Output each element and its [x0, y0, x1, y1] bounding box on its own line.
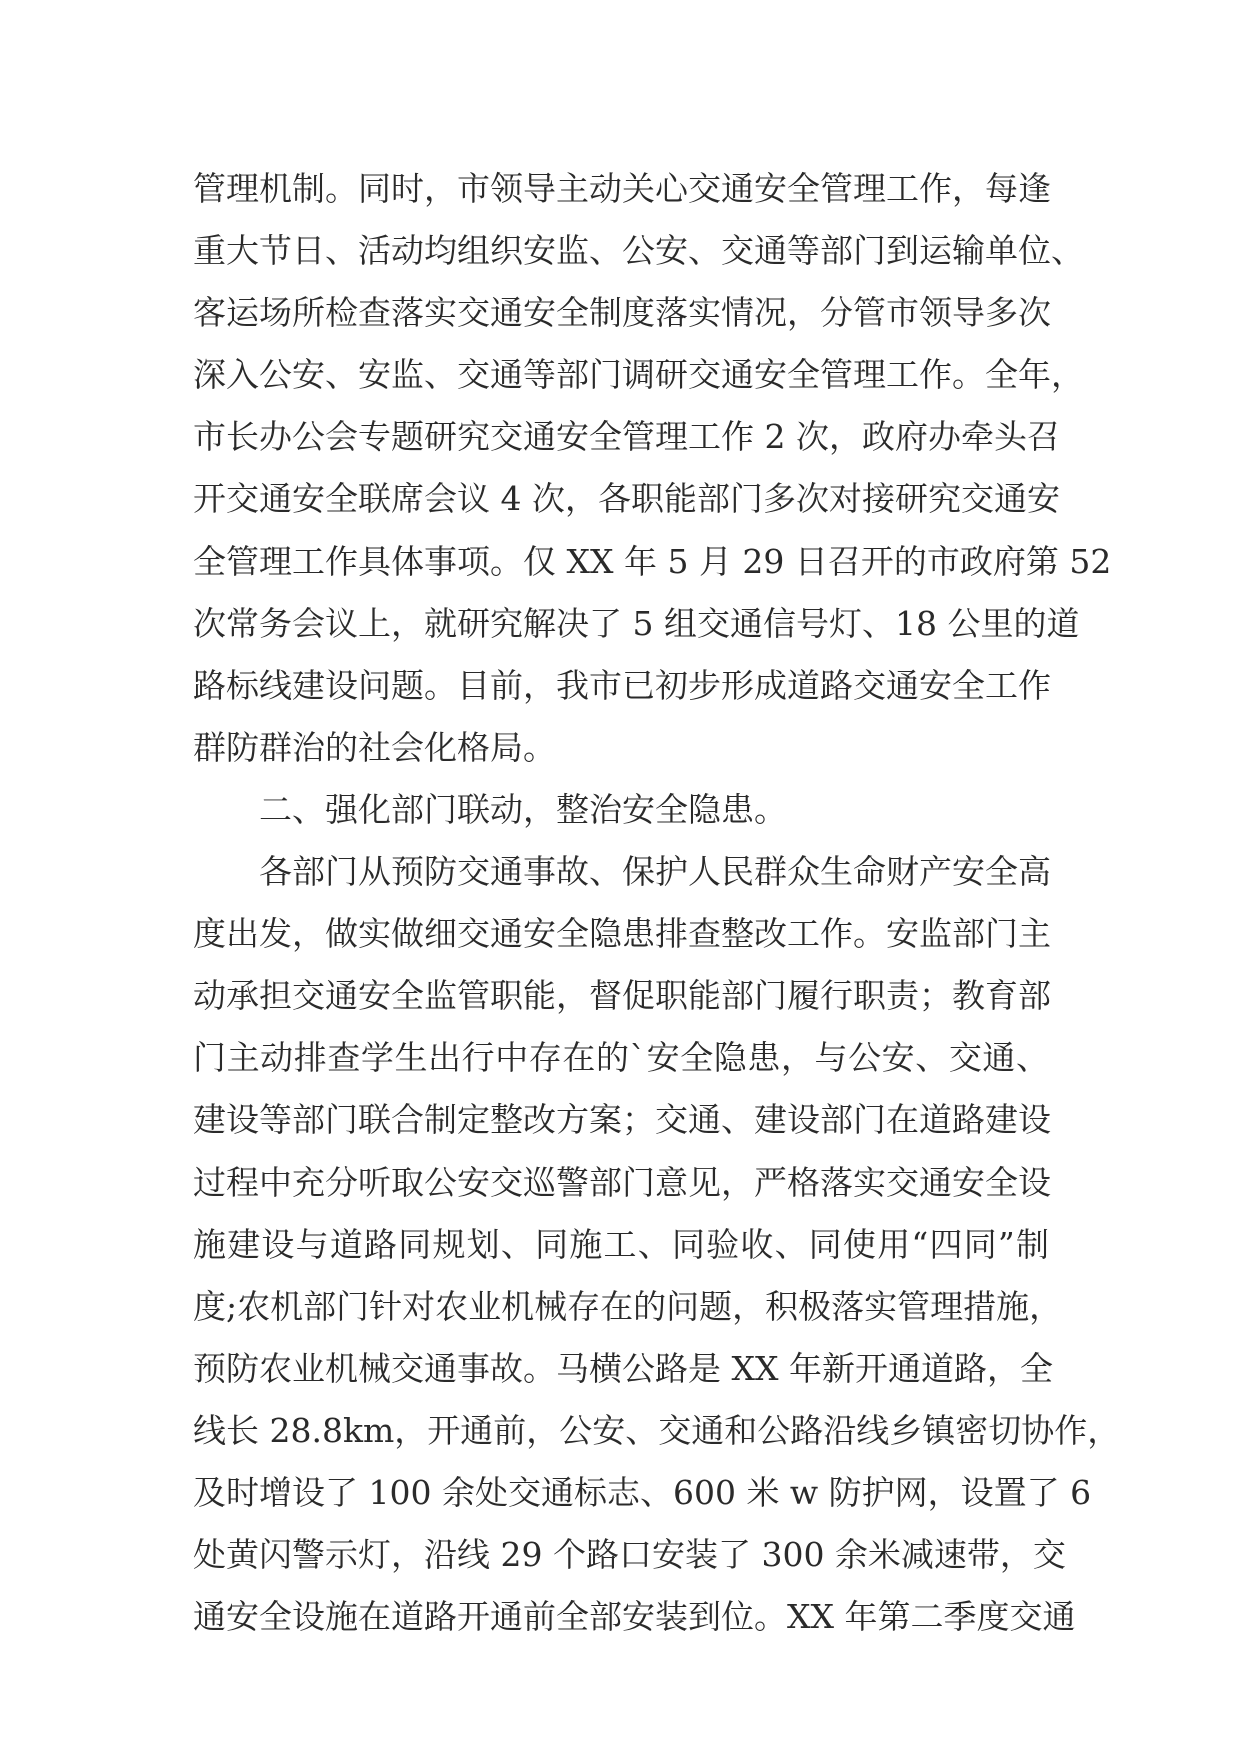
- text-line: 度;农机部门针对农业机械存在的问题，积极落实管理措施，: [193, 1286, 1063, 1326]
- text-line: 深入公安、安监、交通等部门调研交通安全管理工作。全年，: [193, 355, 1084, 395]
- text-line: 路标线建设问题。目前，我市已初步形成道路交通安全工作: [193, 665, 1051, 705]
- text-line: 开交通安全联席会议 4 次，各职能部门多次对接研究交通安: [193, 479, 1060, 519]
- body-text: [193, 158, 1121, 1648]
- text-line: 群防群治的社会化格局。: [193, 727, 556, 767]
- text-line: 各部门从预防交通事故、保护人民群众生命财产安全高: [259, 852, 1051, 892]
- text-line: 及时增设了 100 余处交通标志、600 米 w 防护网，设置了 6: [193, 1472, 1092, 1512]
- text-line: 全管理工作具体事项。仅 XX 年 5 月 29 日召开的市政府第 52: [193, 541, 1112, 581]
- text-line: 二、强化部门联动，整治安全隐患。: [259, 789, 787, 829]
- text-line: 动承担交通安全监管职能，督促职能部门履行职责；教育部: [193, 976, 1051, 1016]
- text-line: 处黄闪警示灯，沿线 29 个路口安装了 300 余米减速带，交: [193, 1535, 1066, 1575]
- text-line: 线长 28.8km，开通前，公安、交通和公路沿线乡镇密切协作，: [193, 1410, 1121, 1450]
- text-line: 建设等部门联合制定整改方案；交通、建设部门在道路建设: [193, 1100, 1051, 1140]
- text-line: 市长办公会专题研究交通安全管理工作 2 次，政府办牵头召: [193, 417, 1060, 457]
- text-line: 次常务会议上，就研究解决了 5 组交通信号灯、18 公里的道: [193, 603, 1080, 643]
- text-line: 度出发，做实做细交通安全隐患排查整改工作。安监部门主: [193, 914, 1051, 954]
- text-line: 通安全设施在道路开通前全部安装到位。XX 年第二季度交通: [193, 1597, 1076, 1637]
- text-line: 施建设与道路同规划、同施工、同验收、同使用“四同”制: [193, 1224, 1049, 1264]
- text-line: 过程中充分听取公安交巡警部门意见，严格落实交通安全设: [193, 1162, 1051, 1202]
- text-line: 预防农业机械交通事故。马横公路是 XX 年新开通道路，全: [193, 1348, 1053, 1388]
- text-line: 客运场所检查落实交通安全制度落实情况，分管市领导多次: [193, 293, 1051, 333]
- text-line: 管理机制。同时，市领导主动关心交通安全管理工作，每逢: [193, 169, 1051, 208]
- text-line: 门主动排查学生出行中存在的`安全隐患，与公安、交通、: [193, 1038, 1049, 1078]
- text-line: 重大节日、活动均组织安监、公安、交通等部门到运输单位、: [193, 231, 1084, 271]
